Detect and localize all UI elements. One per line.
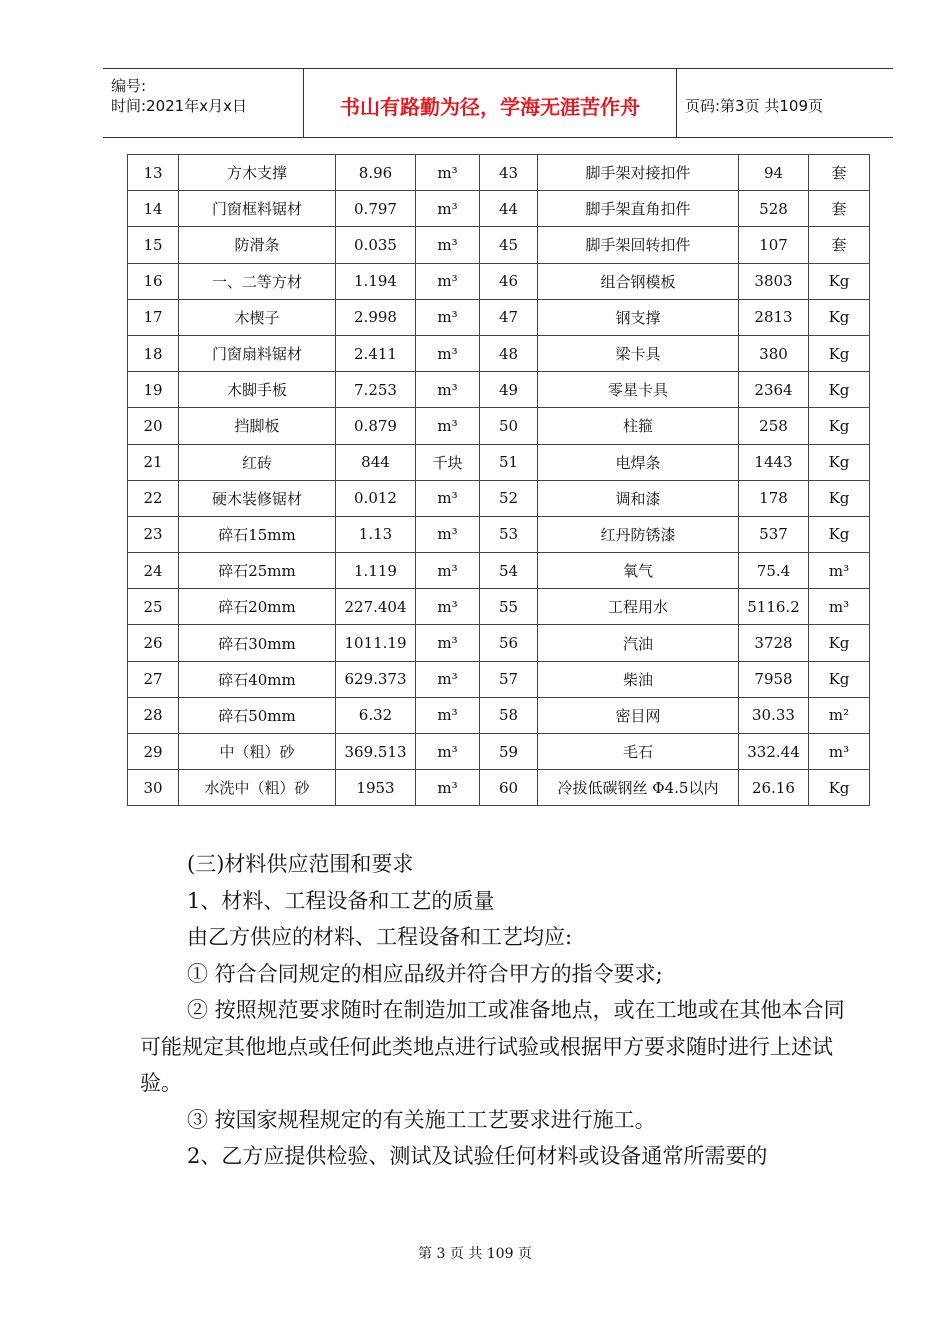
unit-cell: m³ [809, 734, 870, 770]
material-name-cell: 一、二等方材 [179, 263, 336, 299]
header-meta-cell [103, 69, 304, 137]
row-index-cell: 30 [128, 770, 179, 806]
unit-cell: m³ [416, 227, 480, 263]
quantity-cell: 7958 [739, 661, 809, 697]
unit-cell: m³ [416, 480, 480, 516]
row-index-cell: 53 [480, 516, 538, 552]
material-name-cell: 防滑条 [179, 227, 336, 263]
document-date-label: 时间:2021年x月x日 [111, 97, 247, 115]
material-name-cell: 中（粗）砂 [179, 734, 336, 770]
unit-cell: Kg [809, 444, 870, 480]
unit-cell: m³ [809, 589, 870, 625]
paragraph: 由乙方供应的材料、工程设备和工艺均应: [187, 925, 573, 949]
page-footer: 第 3 页 共 109 页 [418, 1246, 532, 1262]
material-name-cell: 脚手架直角扣件 [538, 191, 739, 227]
unit-cell: m³ [416, 299, 480, 335]
unit-cell: m³ [416, 263, 480, 299]
quantity-cell: 0.035 [336, 227, 416, 263]
material-name-cell: 碎石50mm [179, 697, 336, 733]
material-name-cell: 木楔子 [179, 299, 336, 335]
row-index-cell: 26 [128, 625, 179, 661]
row-index-cell: 15 [128, 227, 179, 263]
header-page-info: 页码:第3页 共109页 [685, 97, 823, 115]
quantity-cell: 6.32 [336, 697, 416, 733]
row-index-cell: 13 [128, 155, 179, 191]
material-name-cell: 脚手架回转扣件 [538, 227, 739, 263]
row-index-cell: 43 [480, 155, 538, 191]
table-row [128, 227, 870, 263]
row-index-cell: 21 [128, 444, 179, 480]
row-index-cell: 60 [480, 770, 538, 806]
unit-cell: m³ [416, 770, 480, 806]
header-page-cell [677, 69, 893, 137]
quantity-cell: 94 [739, 155, 809, 191]
quantity-cell: 0.879 [336, 408, 416, 444]
material-name-cell: 木脚手板 [179, 372, 336, 408]
quantity-cell: 537 [739, 516, 809, 552]
material-name-cell: 电焊条 [538, 444, 739, 480]
material-name-cell: 梁卡具 [538, 335, 739, 371]
unit-cell: Kg [809, 661, 870, 697]
unit-cell: m³ [416, 625, 480, 661]
table-row [128, 372, 870, 408]
material-name-cell: 门窗框料锯材 [179, 191, 336, 227]
material-name-cell: 柱箍 [538, 408, 739, 444]
unit-cell: m³ [416, 191, 480, 227]
unit-cell: m³ [416, 516, 480, 552]
row-index-cell: 55 [480, 589, 538, 625]
table-row [128, 589, 870, 625]
material-name-cell: 硬木装修锯材 [179, 480, 336, 516]
material-name-cell: 氧气 [538, 553, 739, 589]
unit-cell: Kg [809, 299, 870, 335]
material-name-cell: 碎石15mm [179, 516, 336, 552]
row-index-cell: 16 [128, 263, 179, 299]
row-index-cell: 59 [480, 734, 538, 770]
quantity-cell: 2.411 [336, 335, 416, 371]
quantity-cell: 5116.2 [739, 589, 809, 625]
row-index-cell: 47 [480, 299, 538, 335]
row-index-cell: 14 [128, 191, 179, 227]
material-name-cell: 水洗中（粗）砂 [179, 770, 336, 806]
quantity-cell: 0.012 [336, 480, 416, 516]
unit-cell: Kg [809, 625, 870, 661]
unit-cell: Kg [809, 335, 870, 371]
material-name-cell: 红丹防锈漆 [538, 516, 739, 552]
quantity-cell: 2813 [739, 299, 809, 335]
table-row [128, 553, 870, 589]
row-index-cell: 24 [128, 553, 179, 589]
material-name-cell: 门窗扇料锯材 [179, 335, 336, 371]
document-body [140, 846, 860, 1175]
table-row [128, 191, 870, 227]
quantity-cell: 227.404 [336, 589, 416, 625]
table-row [128, 335, 870, 371]
quantity-cell: 258 [739, 408, 809, 444]
unit-cell: 套 [809, 227, 870, 263]
quantity-cell: 2.998 [336, 299, 416, 335]
subsection-heading: 1、材料、工程设备和工艺的质量 [187, 888, 495, 913]
unit-cell: m³ [416, 408, 480, 444]
row-index-cell: 17 [128, 299, 179, 335]
table-row [128, 408, 870, 444]
quantity-cell: 332.44 [739, 734, 809, 770]
quantity-cell: 8.96 [336, 155, 416, 191]
table-row [128, 661, 870, 697]
unit-cell: Kg [809, 480, 870, 516]
unit-cell: 千块 [416, 444, 480, 480]
unit-cell: m³ [416, 589, 480, 625]
table-row [128, 697, 870, 733]
row-index-cell: 56 [480, 625, 538, 661]
quantity-cell: 1443 [739, 444, 809, 480]
list-item: ② 按照规范要求随时在制造加工或准备地点，或在工地或在其他本合同可能规定其他地点或任何此类地点进行试验或根据甲方要求随时进行上述试验。 [140, 998, 845, 1095]
material-name-cell: 调和漆 [538, 480, 739, 516]
row-index-cell: 25 [128, 589, 179, 625]
unit-cell: 套 [809, 191, 870, 227]
material-name-cell: 碎石25mm [179, 553, 336, 589]
material-name-cell: 红砖 [179, 444, 336, 480]
row-index-cell: 51 [480, 444, 538, 480]
material-name-cell: 脚手架对接扣件 [538, 155, 739, 191]
row-index-cell: 57 [480, 661, 538, 697]
row-index-cell: 27 [128, 661, 179, 697]
quantity-cell: 844 [336, 444, 416, 480]
material-name-cell: 工程用水 [538, 589, 739, 625]
material-name-cell: 挡脚板 [179, 408, 336, 444]
quantity-cell: 1.119 [336, 553, 416, 589]
list-item: ① 符合合同规定的相应品级并符合甲方的指令要求; [187, 961, 663, 986]
unit-cell: Kg [809, 770, 870, 806]
table-row [128, 480, 870, 516]
material-name-cell: 碎石20mm [179, 589, 336, 625]
quantity-cell: 1.194 [336, 263, 416, 299]
quantity-cell: 26.16 [739, 770, 809, 806]
row-index-cell: 52 [480, 480, 538, 516]
row-index-cell: 58 [480, 697, 538, 733]
unit-cell: m³ [416, 734, 480, 770]
table-row [128, 299, 870, 335]
quantity-cell: 3728 [739, 625, 809, 661]
unit-cell: 套 [809, 155, 870, 191]
quantity-cell: 629.373 [336, 661, 416, 697]
header-motto-cell [304, 69, 677, 137]
materials-table [127, 154, 870, 806]
row-index-cell: 23 [128, 516, 179, 552]
row-index-cell: 54 [480, 553, 538, 589]
row-index-cell: 29 [128, 734, 179, 770]
material-name-cell: 密目网 [538, 697, 739, 733]
quantity-cell: 2364 [739, 372, 809, 408]
quantity-cell: 178 [739, 480, 809, 516]
unit-cell: Kg [809, 516, 870, 552]
material-name-cell: 汽油 [538, 625, 739, 661]
header-motto: 书山有路勤为径，学海无涯苦作舟 [340, 95, 640, 119]
quantity-cell: 107 [739, 227, 809, 263]
paragraph: 2、乙方应提供检验、测试及试验任何材料或设备通常所需要的 [187, 1144, 768, 1168]
table-row [128, 734, 870, 770]
page-header [103, 68, 893, 138]
row-index-cell: 28 [128, 697, 179, 733]
unit-cell: m³ [809, 553, 870, 589]
unit-cell: m² [809, 697, 870, 733]
quantity-cell: 7.253 [336, 372, 416, 408]
table-row [128, 770, 870, 806]
quantity-cell: 3803 [739, 263, 809, 299]
table-row [128, 263, 870, 299]
material-name-cell: 冷拔低碳钢丝 Φ4.5以内 [538, 770, 739, 806]
material-name-cell: 方木支撑 [179, 155, 336, 191]
row-index-cell: 44 [480, 191, 538, 227]
unit-cell: Kg [809, 263, 870, 299]
unit-cell: m³ [416, 661, 480, 697]
row-index-cell: 19 [128, 372, 179, 408]
unit-cell: m³ [416, 372, 480, 408]
quantity-cell: 1011.19 [336, 625, 416, 661]
table-row [128, 155, 870, 191]
material-name-cell: 组合钢模板 [538, 263, 739, 299]
material-name-cell: 毛石 [538, 734, 739, 770]
row-index-cell: 50 [480, 408, 538, 444]
unit-cell: Kg [809, 408, 870, 444]
quantity-cell: 75.4 [739, 553, 809, 589]
quantity-cell: 528 [739, 191, 809, 227]
materials-table-body [128, 155, 870, 806]
document-number-label: 编号: [111, 77, 147, 95]
row-index-cell: 18 [128, 335, 179, 371]
quantity-cell: 30.33 [739, 697, 809, 733]
unit-cell: m³ [416, 553, 480, 589]
unit-cell: m³ [416, 155, 480, 191]
unit-cell: m³ [416, 335, 480, 371]
material-name-cell: 柴油 [538, 661, 739, 697]
table-row [128, 444, 870, 480]
unit-cell: m³ [416, 697, 480, 733]
quantity-cell: 1953 [336, 770, 416, 806]
material-name-cell: 碎石40mm [179, 661, 336, 697]
quantity-cell: 369.513 [336, 734, 416, 770]
row-index-cell: 48 [480, 335, 538, 371]
row-index-cell: 22 [128, 480, 179, 516]
material-name-cell: 钢支撑 [538, 299, 739, 335]
table-row [128, 516, 870, 552]
quantity-cell: 1.13 [336, 516, 416, 552]
section-heading: (三)材料供应范围和要求 [187, 852, 414, 876]
row-index-cell: 20 [128, 408, 179, 444]
row-index-cell: 49 [480, 372, 538, 408]
unit-cell: Kg [809, 372, 870, 408]
quantity-cell: 380 [739, 335, 809, 371]
material-name-cell: 碎石30mm [179, 625, 336, 661]
row-index-cell: 45 [480, 227, 538, 263]
table-row [128, 625, 870, 661]
quantity-cell: 0.797 [336, 191, 416, 227]
list-item: ③ 按国家规程规定的有关施工工艺要求进行施工。 [187, 1107, 656, 1132]
material-name-cell: 零星卡具 [538, 372, 739, 408]
row-index-cell: 46 [480, 263, 538, 299]
